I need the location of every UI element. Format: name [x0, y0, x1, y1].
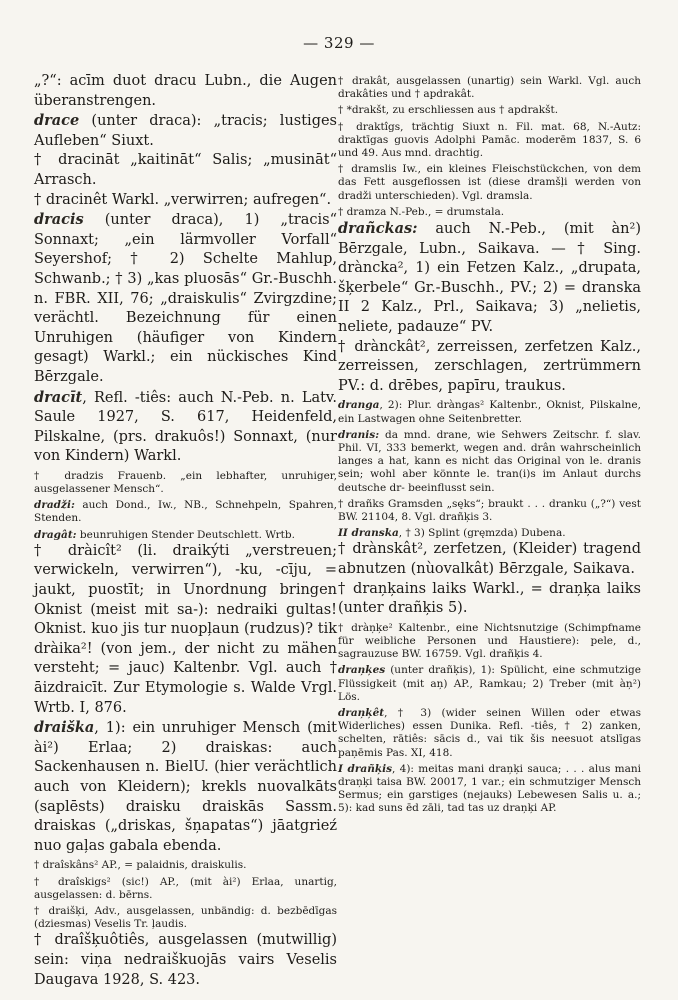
dictionary-entry — [34, 499, 337, 525]
entry-text: † *drakšt, zu erschliessen aus † apdrakšt. — [338, 104, 559, 117]
dictionary-entry — [338, 121, 641, 161]
entry-text: da mnd. drane, wie Sehwers Zeitschr. f. slav. Phil. VI, 333 bemerkt, wegen and. drân wahrscheinlich langes a hat, kann es nicht das Original von le. dranis sein; wohl aber könnte le. tran(i)s im Anlaut durchs deutsche dr- beeinflusst sein. — [338, 428, 641, 494]
entry-headword: II dranska — [338, 527, 399, 540]
entry-text: auch N.-Peb., (mit àn²) Bērzgale, Lubn., Saikava. — † Sing. dràncka², 1) ein Fetzen Kalz., „drupata, šķerbele“ Gr.-Buschh., PV.; 2) = dranska II 2 Kalz., Prl., Saikava; 3) „nelietis, neliete, padauze“ PV. — [338, 221, 641, 335]
dictionary-entry — [338, 622, 641, 662]
entry-text: † drakât, ausgelassen (unartig) sein Warkl. Vgl. auch drakâties und † apdrakât. — [338, 75, 641, 101]
dictionary-entry — [34, 931, 337, 990]
dictionary-entry — [338, 527, 641, 540]
dictionary-entry — [338, 163, 641, 203]
entry-headword: dranga — [338, 399, 380, 412]
dictionary-entry — [34, 151, 337, 190]
entry-headword: dracīt — [34, 388, 83, 406]
entry-text: (unter draca), 1) „tracis“ Sonnaxt; „ein lärmvoller Vorfall“ Seyershof; † 2) Schelte Mahlup, Schwanb.; † 3) „kas pluosās“ Gr.-Buschh. n. FBR. XII, 76; „draiskulis“ Zvirgzdine; verächtl. Bezeichnung für einen Unruhigen (häufiger von Kindern gesagt) Warkl.; ein nückisches Kind Bērzgale. — [34, 212, 337, 385]
right-column — [338, 72, 641, 816]
entry-headword: draņķes — [338, 664, 386, 677]
entry-text: , Refl. -tiês: auch N.-Peb. n. Latv. Saule 1927, S. 617, Heidenfeld, Pilskalne, (prs. drakuôs!) Sonnaxt, (nur von Kindern) Warkl. — [34, 389, 337, 465]
dictionary-entry — [34, 876, 337, 902]
entry-text: † dracinêt Warkl. „verwirren; aufregen“. — [34, 191, 332, 208]
entry-headword: dranis: — [338, 428, 380, 441]
entry-headword: dradži: — [34, 499, 75, 512]
entry-text: (unter draca): „tracis; lustiges Aufleben“ Siuxt. — [34, 113, 337, 149]
entry-text: † dràicît² (li. draikýti „verstreuen; verwickeln, verwirren“), -ku, -cīju, = jaukt, puostīt; in Unordnung bringen Oknist (meist mit sa-): nedraiki gultas! Oknist. kuo jis tur nuopļaun (rudzus)? tik dràika²! (von jem., der nicht zu mähen versteht; = jauc) Kaltenbr. Vgl. auch † āizdraicīt. Zur Etymologie s. Walde Vrgl. Wrtb. I, 876. — [34, 542, 337, 716]
entry-text: † dramslis Iw., ein kleines Fleischstückchen, von dem das Fett ausgeflossen ist (diese dramšļi werden von dradži unterschieden). Vgl. dramsla. — [338, 163, 641, 202]
entry-text: † draišķi, Adv., ausgelassen, unbändig: d. bezbēdīgas (dziesmas) Veselis Tr. ļaudis. — [34, 905, 337, 931]
entry-text: , † 3) (wider seinen Willen oder etwas Widerliches) essen Dunika. Refl. -tiês, † 2) zanken, schelten, rātiês: sācis d., vai tik šis neesuot atslīgas paņēmis Pas. XI, 418. — [338, 707, 641, 759]
dictionary-entry — [338, 104, 641, 117]
entry-text: † dràņķe² Kaltenbr., eine Nichtsnutzige (Schimpfname für weibliche Personen und Haustiere): pele, d., sagrauzuse BW. 16759. Vgl. drañķis 4. — [338, 621, 641, 661]
dictionary-entry — [34, 191, 337, 211]
entry-headword: dracis — [34, 211, 84, 229]
dictionary-entry — [338, 498, 641, 524]
entry-text: , 1): ein unruhiger Mensch (mit ài²) Erlaa; 2) draiskas: auch Sackenhausen n. BielU. (hier verächtlich auch von Kleidern); krekls nuovalkāts (saplēsts) draisku draiskās Sassm. draiskas („driskas, šņapatas“) jāatgrieź nuo gaļas gabala ebenda. — [34, 720, 337, 854]
dictionary-entry — [338, 580, 641, 619]
entry-text: † dradzis Frauenb. „ein lebhafter, unruhiger, ausgelassener Mensch“. — [34, 469, 337, 496]
dictionary-entry — [338, 540, 641, 579]
dictionary-entry — [34, 529, 337, 542]
dictionary-entry — [338, 219, 641, 338]
dictionary-entry — [338, 338, 641, 397]
entry-headword: draņķêt — [338, 707, 385, 719]
page-number: — 329 — — [303, 34, 375, 52]
entry-text: † draņķains laiks Warkl., = draņķa laiks (unter drañķis 5). — [338, 580, 641, 617]
dictionary-entry — [338, 206, 641, 219]
entry-text: † draîšķuôtiês, ausgelassen (mutwillig) sein: viņa nedraiškuojās vairs Veselis Daugava 1928, S. 423. — [34, 932, 337, 988]
dictionary-entry — [338, 429, 641, 495]
entry-headword: drañckas: — [338, 220, 418, 238]
dictionary-entry — [338, 664, 641, 704]
entry-text: auch Dond., Iw., NB., Schnehpeln, Spahren, Stenden. — [34, 499, 337, 525]
left-column — [34, 72, 337, 990]
entry-headword: dragât: — [34, 528, 77, 541]
dictionary-entry — [34, 542, 337, 718]
entry-text: beunruhigen Stender Deutschlett. Wrtb. — [76, 528, 295, 541]
dictionary-entry — [34, 718, 337, 856]
dictionary-entry — [34, 470, 337, 496]
entry-text: † draktîgs, trächtig Siuxt n. Fil. mat. 68, N.-Autz: draktīgas guovis Adolphi Pamāc. moderēm 1837, S. 6 und 49. Aus mnd. drachtig. — [338, 120, 641, 160]
entry-headword: draiška — [34, 719, 95, 737]
entry-text: † draîskigs² (sic!) AP., (mit ài²) Erlaa, unartig, ausgelassen: d. bērns. — [34, 875, 337, 901]
dictionary-entry — [338, 399, 641, 425]
entry-text: † drànckât², zerreissen, zerfetzen Kalz., zerreissen, zerschlagen, zertrümmern PV.: d. drēbes, papīru, traukus. — [338, 338, 641, 394]
entry-text: , † 3) Splint (gręmzda) Dubena. — [398, 527, 566, 540]
entry-text: † dracināt „kaitināt“ Salis; „musināt“ Arrasch. — [34, 152, 337, 188]
entry-headword: I drañķis — [338, 762, 393, 775]
dictionary-entry — [34, 210, 337, 387]
dictionary-entry — [34, 905, 337, 931]
entry-text: , 4): meitas mani draņķi sauca; . . . alus mani draņķi taisa BW. 20017, 1 var.; ein schmutziger Mensch Sermus; ein garstiges (nejauks) Lebewesen Salis u. a.; 5): kad suns ēd zāli, tad tas uz draņķi AP. — [338, 762, 641, 815]
dictionary-entry — [34, 72, 337, 111]
dictionary-entry — [338, 763, 641, 816]
entry-text: † drànskât², zerfetzen, (Kleider) tragend abnutzen (nùovalkât) Bērzgale, Saikava. — [338, 541, 641, 577]
entry-text: , 2): Plur. dràngas² Kaltenbr., Oknist, Pilskalne, ein Lastwagen ohne Seitenbretter. — [338, 399, 641, 425]
dictionary-entry — [34, 388, 337, 467]
entry-text: † draîskâns² AP., = palaidnis, draiskulis. — [34, 859, 247, 872]
dictionary-entry — [34, 859, 337, 872]
entry-text: „?“: acīm duot dracu Lubn., die Augen überanstrengen. — [34, 73, 337, 109]
dictionary-entry — [34, 111, 337, 151]
entry-text: † dramza N.-Peb., = drumstala. — [338, 205, 505, 218]
entry-headword: drace — [34, 112, 80, 130]
entry-text: (unter drañķis), 1): Spülicht, eine schmutzige Flüssigkeit (mit aņ) AP., Ramkau; 2) Treber (mit àņ²) Lös. — [338, 664, 641, 703]
entry-text: † drañks Gramsden „sęks“; braukt . . . dranku („?“) vest BW. 21104, 8. Vgl. drañķis 3. — [338, 497, 641, 523]
dictionary-entry — [338, 707, 641, 760]
dictionary-entry — [338, 75, 641, 101]
